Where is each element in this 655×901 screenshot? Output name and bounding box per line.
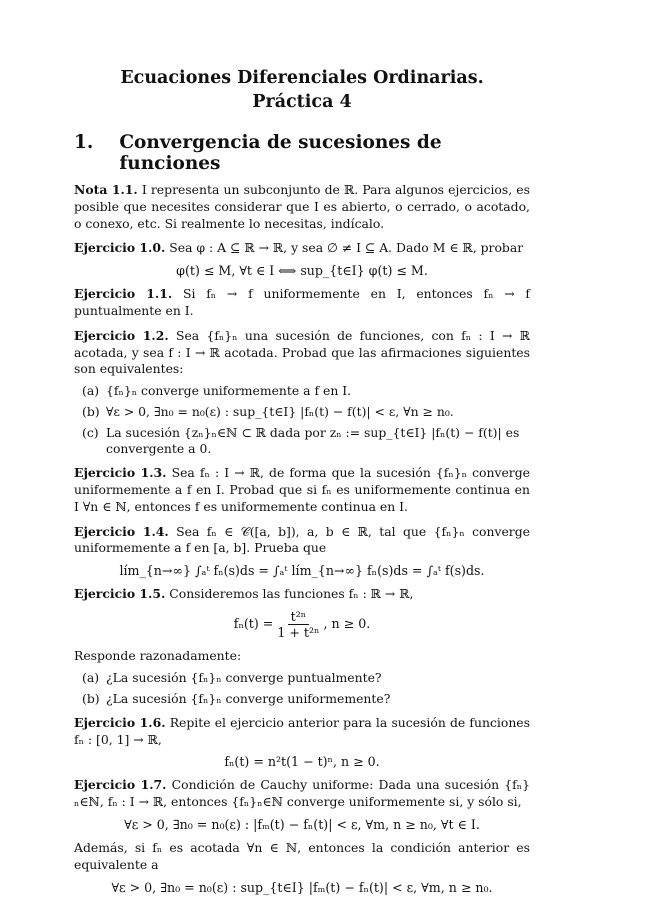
- item-label: (b): [82, 404, 100, 420]
- formula: [74, 609, 530, 640]
- ejercicio-label: Ejercicio 1.5.: [74, 586, 166, 602]
- ejercicio-text: Sea fₙ : I → ℝ, de forma que la sucesión {fₙ}ₙ converge uniformemente a f en I. Probad que si fₙ es uniformemente continua en I ∀n ∈ ℕ, entonces f es uniformemente continua en I.: [74, 465, 530, 514]
- item-text: ¿La sucesión {fₙ}ₙ converge puntualmente?: [106, 669, 382, 685]
- list-item: [82, 383, 530, 399]
- nota-1-1: [74, 182, 530, 232]
- ejercicio-text: Condición de Cauchy uniforme: Dada una sucesión {fₙ}ₙ∈ℕ, fₙ : I → ℝ, entonces {fₙ}ₙ∈ℕ converge uniformemente si, y sólo si,: [74, 777, 530, 810]
- fraction-denominator: 1 + t²ⁿ: [277, 624, 320, 640]
- ejercicio-text: Si fₙ → f uniformemente en I, entonces fₙ → f puntualmente en I.: [74, 286, 530, 318]
- responde-text: Responde razonadamente:: [74, 647, 242, 663]
- fraction-numerator: t²ⁿ: [288, 609, 310, 625]
- ejercicio-1-5: [74, 586, 530, 603]
- ejercicio-1-2: [74, 328, 530, 378]
- ejercicio-label: Ejercicio 1.7.: [74, 777, 167, 793]
- document-title: [74, 66, 530, 114]
- ejercicio-1-0: [74, 240, 530, 257]
- ejercicio-text: Repite el ejercicio anterior para la sucesión de funciones fₙ : [0, 1] → ℝ,: [74, 714, 530, 747]
- item-label: (c): [82, 425, 99, 441]
- section-title: Convergencia de sucesiones de funciones: [119, 132, 442, 174]
- ejercicio-label: Ejercicio 1.3.: [74, 465, 167, 481]
- nota-text: I representa un subconjunto de ℝ. Para algunos ejercicios, es posible que necesites considerar que I es abierto, o cerrado, o acotado, o conexo, etc. Si realmente lo necesitas, indícalo.: [74, 182, 530, 231]
- section-number: 1.: [74, 132, 94, 153]
- fraction: [277, 609, 319, 640]
- ejercicio-1-7: [74, 777, 530, 811]
- item-text: La sucesión {zₙ}ₙ∈ℕ ⊂ ℝ dada por zₙ := sup_{t∈I} |fₙ(t) − f(t)| es convergente a 0.: [106, 425, 520, 457]
- item-label: (b): [82, 690, 100, 706]
- formula: fₙ(t) = n²t(1 − t)ⁿ, n ≥ 0.: [224, 754, 380, 770]
- item-text: ¿La sucesión {fₙ}ₙ converge uniformemente?: [106, 690, 391, 706]
- ejercicio-text: Sea φ : A ⊆ ℝ → ℝ, y sea ∅ ≠ I ⊆ A. Dado M ∈ ℝ, probar: [169, 240, 524, 256]
- item-label: (a): [82, 669, 100, 685]
- formula: ∀ε > 0, ∃n₀ = n₀(ε) : |fₘ(t) − fₙ(t)| < ε, ∀m, n ≥ n₀, ∀t ∈ I.: [124, 816, 480, 832]
- formula: φ(t) ≤ M, ∀t ∈ I ⟺ sup_{t∈I} φ(t) ≤ M.: [176, 263, 428, 279]
- formula: lím_{n→∞} ∫ₐᵗ fₙ(s)ds = ∫ₐᵗ lím_{n→∞} fₙ(s)ds = ∫ₐᵗ f(s)ds.: [119, 563, 485, 579]
- formula-rhs: , n ≥ 0.: [323, 615, 371, 631]
- ejercicio-1-1: [74, 286, 530, 320]
- item-label: (a): [82, 383, 100, 399]
- document-page: [74, 66, 530, 901]
- title-line-2: Práctica 4: [252, 92, 352, 112]
- ejercicio-text: Sea {fₙ}ₙ una sucesión de funciones, con fₙ : I → ℝ acotada, y sea f : I → ℝ acotada. Probad que las afirmaciones siguientes son equivalentes:: [74, 327, 530, 377]
- list-item: [82, 691, 530, 707]
- item-text: ∀ε > 0, ∃n₀ = n₀(ε) : sup_{t∈I} |fₙ(t) − f(t)| < ε, ∀n ≥ n₀.: [106, 404, 454, 420]
- list-item: [82, 404, 530, 420]
- ejercicio-label: Ejercicio 1.1.: [74, 286, 173, 302]
- ejercicio-label: Ejercicio 1.4.: [74, 523, 169, 539]
- title-line-1: Ecuaciones Diferenciales Ordinarias.: [120, 68, 484, 88]
- ejercicio-1-6: [74, 715, 530, 749]
- list-item: [82, 670, 530, 686]
- section-heading: [74, 132, 530, 174]
- ejercicio-text: Sea fₙ ∈ 𝒞([a, b]), a, b ∈ ℝ, tal que {fₙ}ₙ converge uniformemente a f en [a, b]. Prueba que: [74, 523, 530, 556]
- item-text: {fₙ}ₙ converge uniformemente a f en I.: [106, 383, 352, 399]
- item-list: [74, 670, 530, 707]
- formula-lhs: fₙ(t) =: [233, 615, 274, 631]
- ejercicio-text: Consideremos las funciones fₙ : ℝ → ℝ,: [169, 586, 414, 602]
- list-item: [82, 425, 530, 457]
- ejercicio-1-3: [74, 465, 530, 515]
- ademas-text: Además, si fₙ es acotada ∀n ∈ ℕ, entonces la condición anterior es equivalente a: [74, 839, 530, 872]
- formula: ∀ε > 0, ∃n₀ = n₀(ε) : sup_{t∈I} |fₘ(t) − fₙ(t)| < ε, ∀m, n ≥ n₀.: [111, 879, 493, 895]
- nota-label: Nota 1.1.: [74, 182, 138, 197]
- ejercicio-label: Ejercicio 1.2.: [74, 327, 169, 343]
- ejercicio-label: Ejercicio 1.6.: [74, 714, 166, 730]
- ejercicio-1-4: [74, 524, 530, 558]
- item-list: [74, 383, 530, 457]
- ejercicio-label: Ejercicio 1.0.: [74, 240, 166, 256]
